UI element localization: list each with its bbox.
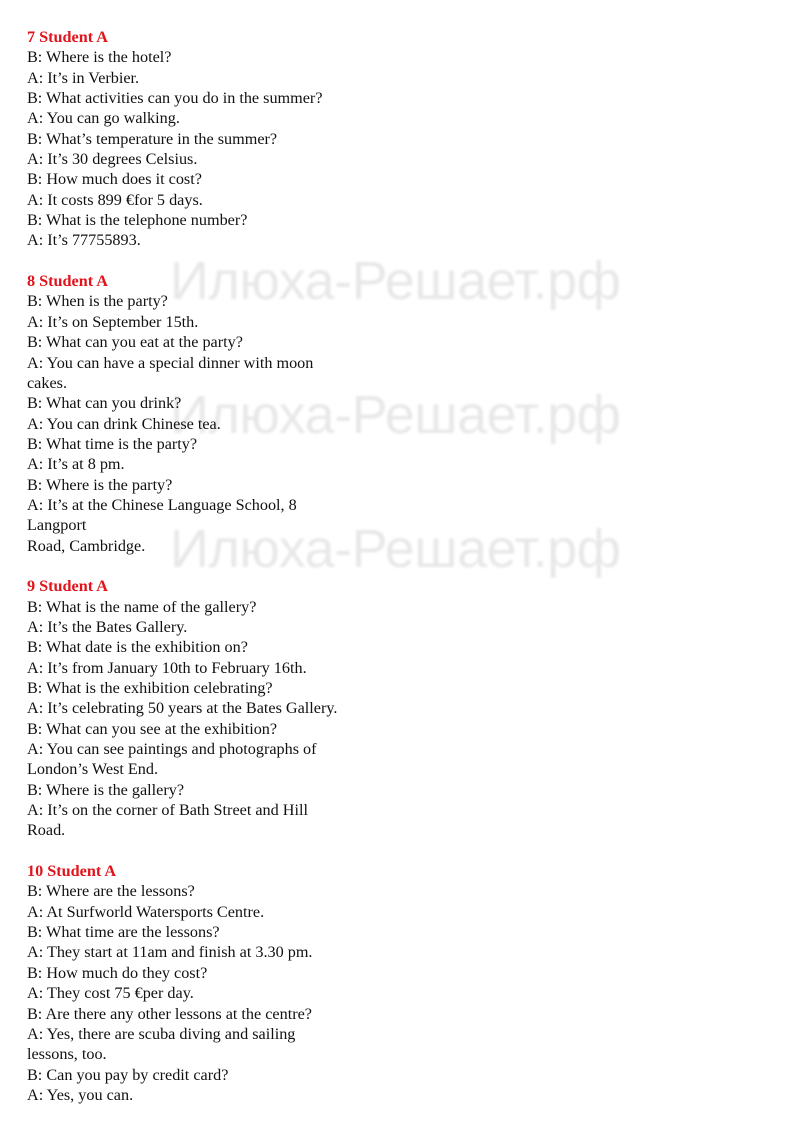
section-title: 9 Student A <box>27 577 108 596</box>
dialogue-line: A: At Surfworld Watersports Centre. <box>27 902 265 921</box>
watermark-text: Илюха-Решает.рф <box>170 251 621 311</box>
dialogue-line: A: It’s the Bates Gallery. <box>27 617 188 636</box>
dialogue-line: B: What can you eat at the party? <box>27 333 243 352</box>
dialogue-line: B: What time are the lessons? <box>27 923 220 942</box>
dialogue-line: B: What can you see at the exhibition? <box>27 719 278 738</box>
dialogue-line: B: Where are the lessons? <box>27 882 195 901</box>
dialogue-line: B: When is the party? <box>27 292 168 311</box>
dialogue-line: A: It’s on the corner of Bath Street and Hill <box>27 801 308 820</box>
dialogue-line: B: What activities can you do in the summer? <box>27 89 323 108</box>
dialogue-line: A: Yes, there are scuba diving and sailing <box>27 1024 296 1043</box>
dialogue-line: Langport <box>27 516 87 535</box>
dialogue-line: A: They cost 75 €per day. <box>27 984 194 1003</box>
dialogue-section <box>27 271 387 556</box>
dialogue-line: A: They start at 11am and finish at 3.30 pm. <box>27 943 313 962</box>
dialogue-line: B: Where is the gallery? <box>27 780 185 799</box>
dialogue-section <box>27 861 387 1105</box>
dialogue-line: A: It’s in Verbier. <box>27 68 140 87</box>
section-title: 7 Student A <box>27 28 108 46</box>
dialogue-line: A: Yes, you can. <box>27 1085 134 1104</box>
dialogue-line: A: You can see paintings and photographs of <box>27 740 317 759</box>
dialogue-line: B: Where is the hotel? <box>27 48 172 67</box>
dialogue-line: B: What date is the exhibition on? <box>27 638 248 657</box>
dialogue-line: B: How much does it cost? <box>27 170 202 189</box>
dialogue-section <box>27 576 387 840</box>
watermark-text: Илюха-Решает.рф <box>170 385 621 445</box>
section-title: 10 Student A <box>27 862 117 881</box>
dialogue-line: A: It’s 30 degrees Celsius. <box>27 150 198 169</box>
dialogue-line: London’s West End. <box>27 760 159 779</box>
dialogue-line: B: How much do they cost? <box>27 963 208 982</box>
dialogue-line: lessons, too. <box>27 1045 107 1064</box>
dialogue-line: B: What time is the party? <box>27 434 198 453</box>
dialogue-line: B: What is the exhibition celebrating? <box>27 679 273 697</box>
section-title: 8 Student A <box>27 272 108 291</box>
dialogue-line: B: What’s temperature in the summer? <box>27 129 278 148</box>
dialogue-line: B: What is the name of the gallery? <box>27 597 257 616</box>
dialogue-line: A: You can go walking. <box>27 109 180 128</box>
dialogue-line: Road, Cambridge. <box>27 536 146 555</box>
dialogue-line: cakes. <box>27 373 67 392</box>
dialogue-line: A: It’s at 8 pm. <box>27 455 125 474</box>
dialogue-line: A: It’s celebrating 50 years at the Bates Gallery. <box>27 699 338 718</box>
document-page <box>27 27 387 1126</box>
dialogue-line: A: It costs 899 €for 5 days. <box>27 190 203 209</box>
dialogue-line: A: It’s from January 10th to February 16th. <box>27 658 307 677</box>
watermark-text: Илюха-Решает.рф <box>170 519 621 579</box>
dialogue-line: B: What can you drink? <box>27 394 182 413</box>
dialogue-line: B: Can you pay by credit card? <box>27 1065 229 1084</box>
dialogue-line: Road. <box>27 821 66 840</box>
dialogue-line: A: You can have a special dinner with moon <box>27 353 314 372</box>
dialogue-line: B: What is the telephone number? <box>27 211 248 230</box>
dialogue-line: A: You can drink Chinese tea. <box>27 414 221 433</box>
dialogue-line: A: It’s on September 15th. <box>27 312 199 331</box>
dialogue-section <box>27 27 387 251</box>
dialogue-line: A: It’s 77755893. <box>27 231 141 250</box>
dialogue-line: B: Are there any other lessons at the centre? <box>27 1004 312 1023</box>
dialogue-line: A: It’s at the Chinese Language School, 8 <box>27 495 297 514</box>
dialogue-line: B: Where is the party? <box>27 475 173 494</box>
